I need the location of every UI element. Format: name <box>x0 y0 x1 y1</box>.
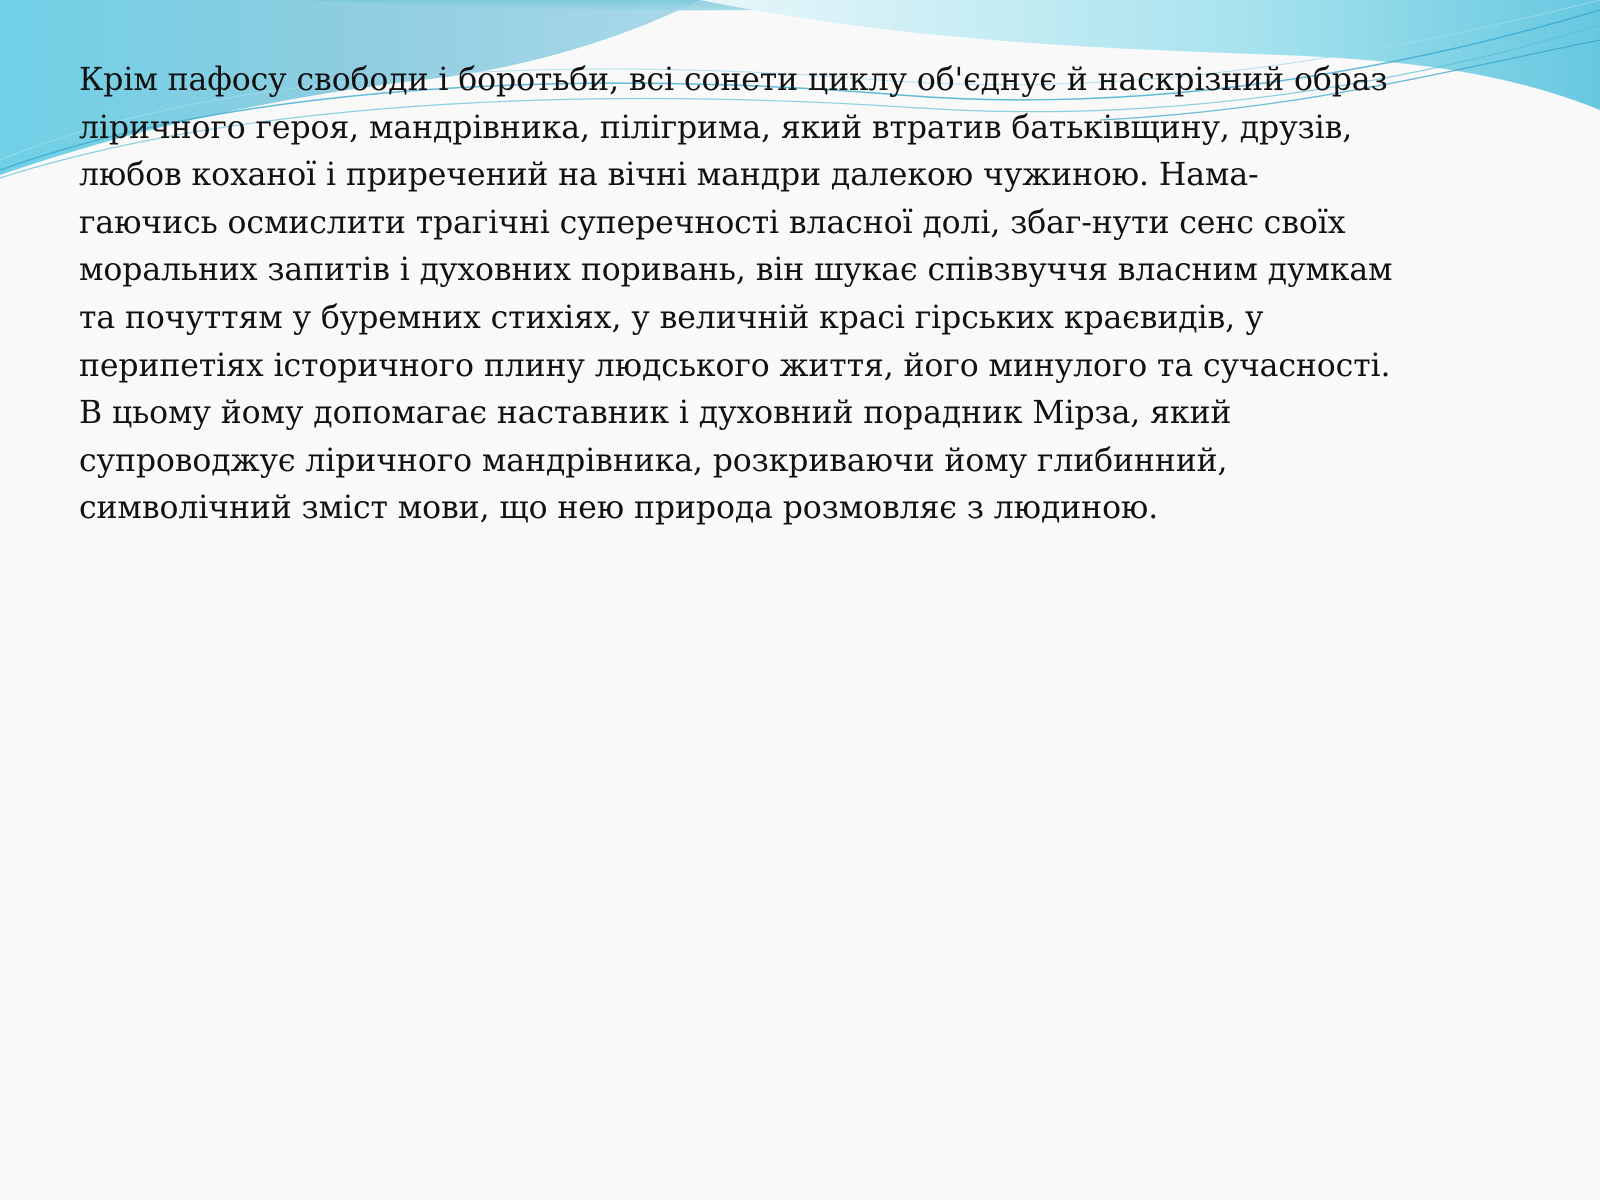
text-line: супроводжує ліричного мандрівника, розкриваючи йому глибинний, <box>79 442 1228 479</box>
text-line: та почуттям у буремних стихіях, у величній красі гірських краєвидів, у <box>79 299 1264 336</box>
text-line: моральних запитів і духовних поривань, він шукає співзвуччя власним думкам <box>79 252 1393 289</box>
text-line: символічний зміст мови, що нею природа розмовляє з людиною. <box>79 490 1159 527</box>
text-line: Крім пафосу свободи і боротьби, всі сонети циклу об'єднує й наскрізний образ <box>79 62 1388 98</box>
text-line: любов коханої і приречений на вічні мандри далекою чужиною. Нама- <box>79 157 1259 194</box>
text-line: ліричного героя, мандрівника, пілігрима, який втратив батьківщину, друзів, <box>79 109 1353 146</box>
text-line: В цьому йому допомагає наставник і духовний порадник Мірза, який <box>79 395 1232 432</box>
text-line: гаючись осмислити трагічні суперечності власної долі, збаг-нути сенс своїх <box>79 204 1346 241</box>
slide-body-text <box>79 57 1549 533</box>
text-line: перипетіях історичного плину людського життя, його минулого та сучасності. <box>79 347 1391 384</box>
